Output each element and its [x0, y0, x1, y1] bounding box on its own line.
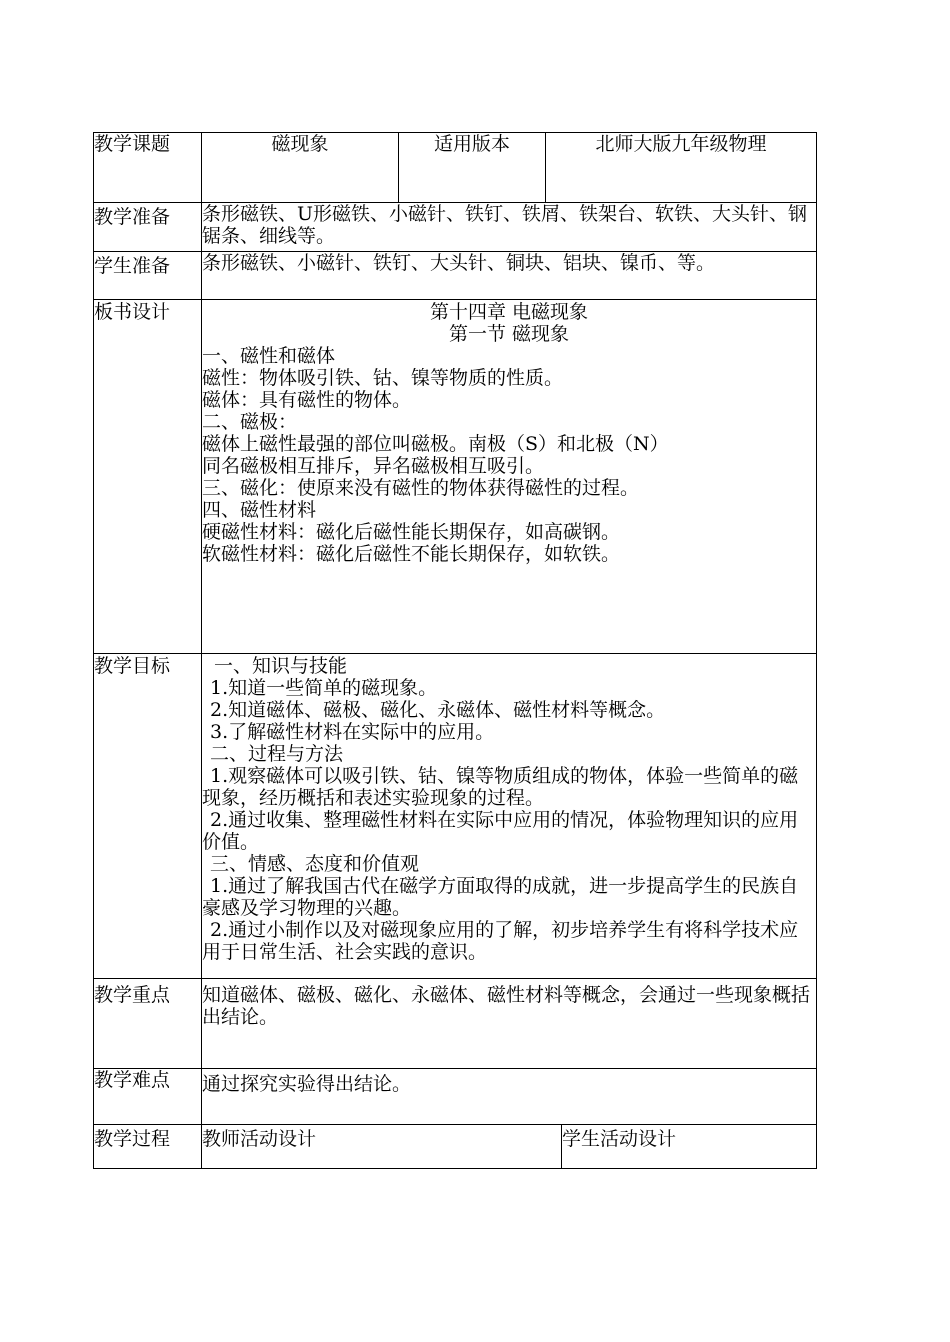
- board-line: 三、磁化：使原来没有磁性的物体获得磁性的过程。: [202, 477, 640, 499]
- teaching-prep-row: [94, 203, 817, 252]
- objective-item: 1.知道一些简单的磁现象。: [210, 677, 438, 699]
- board-line: 磁体：具有磁性的物体。: [202, 389, 412, 411]
- key-points-row: [94, 979, 817, 1069]
- difficulties-text: 通过探究实验得出结论。: [202, 1069, 817, 1125]
- board-section-title: 第一节 磁现象: [448, 323, 570, 345]
- topic-row: [94, 133, 817, 203]
- board-design-content: [202, 300, 817, 654]
- board-line: 一、磁性和磁体: [202, 345, 336, 367]
- key-points-text: 知道磁体、磁极、磁化、永磁体、磁性材料等概念，会通过一些现象概括出结论。: [202, 979, 817, 1069]
- board-line: 磁性：物体吸引铁、钴、镍等物质的性质。: [202, 367, 564, 389]
- student-prep-row: [94, 252, 817, 300]
- objectives-row: [94, 654, 817, 979]
- objectives-content: [202, 654, 817, 979]
- student-activity-header: 学生活动设计: [562, 1125, 817, 1169]
- objective-heading: 二、过程与方法: [210, 743, 344, 765]
- objective-item: 2.通过收集、整理磁性材料在实际中应用的情况，体验物理知识的应用价值。: [202, 809, 799, 853]
- student-prep-label: 学生准备: [94, 252, 202, 300]
- board-line: 磁体上磁性最强的部位叫磁极。南极（S）和北极（N）: [202, 433, 669, 455]
- objective-item: 1.通过了解我国古代在磁学方面取得的成就，进一步提高学生的民族自豪感及学习物理的兴趣。: [202, 875, 799, 919]
- objectives-label: 教学目标: [94, 654, 202, 979]
- lesson-plan-table: [93, 132, 817, 1169]
- board-line: 四、磁性材料: [202, 499, 317, 521]
- board-chapter-title: 第十四章 电磁现象: [429, 301, 589, 323]
- topic-value: 磁现象: [202, 133, 399, 203]
- objective-item: 1.观察磁体可以吸引铁、钴、镍等物质组成的物体，体验一些简单的磁现象，经历概括和表述实验现象的过程。: [202, 765, 799, 809]
- objective-item: 2.通过小制作以及对磁现象应用的了解，初步培养学生有将科学技术应用于日常生活、社会实践的意识。: [202, 919, 799, 963]
- version-label: 适用版本: [399, 133, 546, 203]
- objective-item: 3.了解磁性材料在实际中的应用。: [210, 721, 495, 743]
- teacher-activity-header: 教师活动设计: [202, 1125, 562, 1169]
- board-line: 软磁性材料：磁化后磁性不能长期保存，如软铁。: [202, 543, 621, 565]
- board-design-row: [94, 300, 817, 654]
- objective-heading: 三、情感、态度和价值观: [210, 853, 420, 875]
- topic-label: 教学课题: [94, 133, 202, 203]
- difficulties-label: 教学难点: [94, 1069, 202, 1125]
- process-label: 教学过程: [94, 1125, 202, 1169]
- board-line: 二、磁极：: [202, 411, 298, 433]
- board-design-label: 板书设计: [94, 300, 202, 654]
- process-row: [94, 1125, 817, 1169]
- key-points-label: 教学重点: [94, 979, 202, 1069]
- teaching-prep-label: 教学准备: [94, 203, 202, 252]
- objective-item: 2.知道磁体、磁极、磁化、永磁体、磁性材料等概念。: [210, 699, 666, 721]
- board-line: 硬磁性材料：磁化后磁性能长期保存，如高碳钢。: [202, 521, 621, 543]
- version-value: 北师大版九年级物理: [546, 133, 817, 203]
- objective-heading: 一、知识与技能: [214, 655, 348, 677]
- student-prep-text: 条形磁铁、小磁针、铁钉、大头针、铜块、铝块、镍币、等。: [202, 252, 817, 300]
- teaching-prep-text: 条形磁铁、U形磁铁、小磁针、铁钉、铁屑、铁架台、软铁、大头针、钢锯条、细线等。: [202, 203, 817, 252]
- board-line: 同名磁极相互排斥，异名磁极相互吸引。: [202, 455, 545, 477]
- difficulties-row: [94, 1069, 817, 1125]
